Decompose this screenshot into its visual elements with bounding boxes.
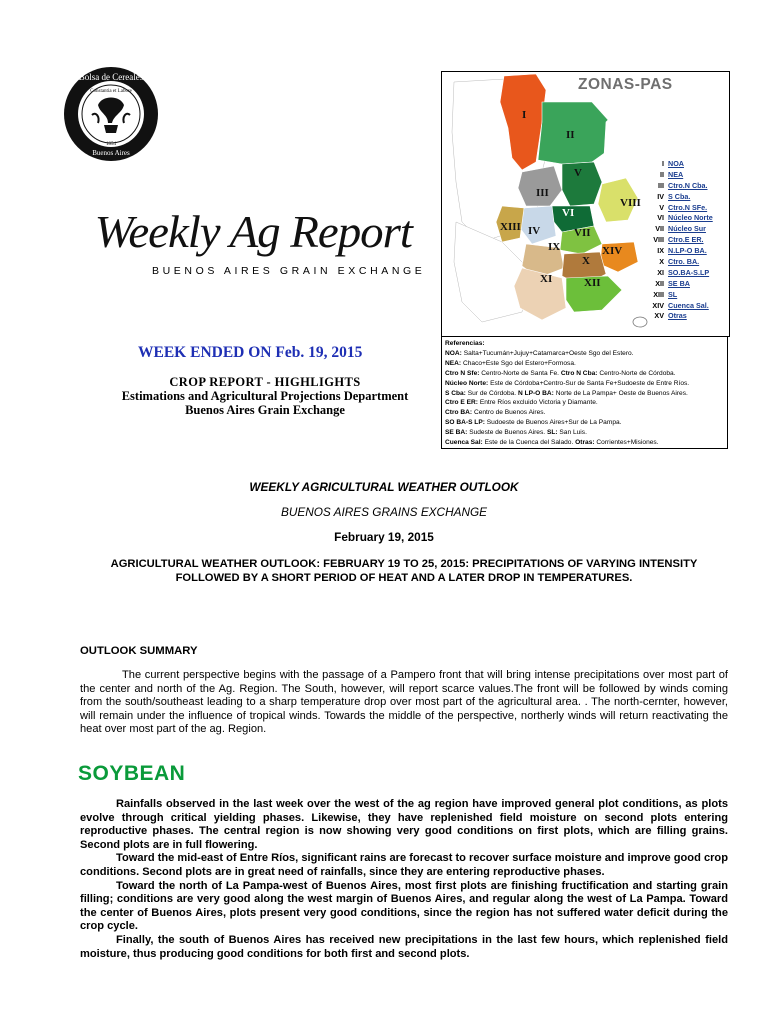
referencias-box xyxy=(441,336,728,449)
zone-legend-number: II xyxy=(660,169,664,179)
zone-legend-link[interactable]: S Cba. xyxy=(668,191,691,201)
zone-legend-item xyxy=(638,246,728,257)
referencias-heading: Referencias: xyxy=(445,340,485,347)
zone-legend-link[interactable]: Núcleo Sur xyxy=(668,224,706,234)
referencia-item xyxy=(445,359,727,369)
outlook-headline: AGRICULTURAL WEATHER OUTLOOK: FEBRUARY 19 TO 25, 2015: PRECIPITATIONS OF VARYING INTENSITY FOLLOWED BY A SHORT PERIOD OF HEAT AND A LATER DROP IN TEMPERATURES. xyxy=(110,558,698,584)
zone-IV-label: IV xyxy=(528,225,541,237)
zone-legend-link[interactable]: Ctro.N SFe. xyxy=(668,202,708,212)
crop-report-line2: Estimations and Agricultural Projections Department xyxy=(121,389,409,403)
zone-XIV-label: XIV xyxy=(602,245,623,257)
logo-city: Buenos Aires xyxy=(92,149,130,157)
zone-legend-number: I xyxy=(662,159,664,168)
zone-legend-link[interactable]: Núcleo Norte xyxy=(668,213,713,223)
zone-legend-link[interactable]: Ctro.E ER. xyxy=(668,235,704,245)
referencia-key: Núcleo Norte: xyxy=(445,379,489,387)
zone-legend-item xyxy=(638,235,728,246)
referencia-item xyxy=(445,389,727,399)
referencia-key: Otras: xyxy=(575,439,595,447)
referencia-value: San Luis. xyxy=(559,429,587,437)
zone-legend-item xyxy=(638,257,728,268)
referencia-value: Este de Córdoba+Centro-Sur de Santa Fe+Sudoeste de Entre Ríos. xyxy=(490,379,690,387)
referencia-value: Centro de Buenos Aires. xyxy=(473,409,546,417)
referencia-key: N LP-O BA: xyxy=(517,389,554,397)
referencia-key: NEA: xyxy=(445,359,462,367)
referencia-key: Ctro E ER: xyxy=(445,399,478,407)
referencias-list xyxy=(445,349,727,448)
zone-legend xyxy=(638,159,728,322)
crop-report-block xyxy=(80,375,450,417)
referencia-value: Norte de La Pampa+ Oeste de Buenos Aires. xyxy=(555,389,688,397)
zone-legend-item xyxy=(638,181,728,192)
referencia-item xyxy=(445,438,727,448)
zone-legend-number: IV xyxy=(657,191,664,201)
referencia-item xyxy=(445,379,727,389)
bolsa-de-cereales-logo xyxy=(62,65,160,163)
zone-legend-item xyxy=(638,170,728,181)
referencia-item xyxy=(445,418,727,428)
summary-title: OUTLOOK SUMMARY xyxy=(80,645,198,657)
zone-XI-label: XI xyxy=(540,273,553,285)
zone-legend-link[interactable]: SE BA xyxy=(668,278,690,288)
zone-V-area xyxy=(562,162,602,206)
zone-legend-item xyxy=(638,290,728,301)
report-title: Weekly Ag Report xyxy=(94,206,412,257)
soybean-paragraph: Finally, the south of Buenos Aires has received new precipitations in the last few hours, which replenished field moisture, thus producing good conditions for both first and second plots. xyxy=(80,933,728,960)
logo-motto: Constantia et Labore xyxy=(90,89,132,94)
zone-legend-link[interactable]: SO.BA-S.LP xyxy=(668,267,710,277)
soybean-title: SOYBEAN xyxy=(78,762,186,785)
referencia-key: S Cba: xyxy=(445,389,466,397)
zone-legend-number: XV xyxy=(654,311,664,321)
zone-legend-item xyxy=(638,279,728,290)
week-ended: WEEK ENDED ON Feb. 19, 2015 xyxy=(138,344,363,361)
soybean-paragraph: Rainfalls observed in the last week over the west of the ag region have improved general plot conditions, as plots evolve through critical yielding phases. Likewise, they have replenished field moisture on second plots entering reproductive phases. The central region is now showing very good conditions on first plots, which are filling grains. Second plots are in full flowering. xyxy=(80,798,728,851)
zone-legend-link[interactable]: Ctro. BA. xyxy=(668,257,700,267)
zone-VI-label: VI xyxy=(562,207,575,219)
referencia-item xyxy=(445,408,727,418)
map-title: ZONAS-PAS xyxy=(578,76,673,93)
zone-III-label: III xyxy=(536,187,549,199)
zone-legend-item xyxy=(638,301,728,312)
report-subtitle: BUENOS AIRES GRAIN EXCHANGE xyxy=(152,265,426,277)
zone-legend-item xyxy=(638,224,728,235)
referencia-item xyxy=(445,398,727,408)
crop-report-line3: Buenos Aires Grain Exchange xyxy=(185,403,345,417)
soybean-text xyxy=(80,798,728,961)
zone-III-area xyxy=(518,166,562,206)
referencia-value: Sudeste de Buenos Aires. xyxy=(469,429,546,437)
zone-II-label: II xyxy=(566,129,575,141)
referencia-key: NOA: xyxy=(445,349,462,357)
referencia-value: Sudoeste de Buenos Aires+Sur de La Pampa. xyxy=(486,419,622,427)
zone-legend-number: VIII xyxy=(653,235,664,245)
zone-legend-number: V xyxy=(659,202,664,212)
zone-legend-link[interactable]: N.LP-O BA. xyxy=(668,246,707,256)
referencia-key: Ctro N Sfe: xyxy=(445,369,480,377)
soybean-paragraph: Toward the mid-east of Entre Ríos, significant rains are forecast to recover surface moisture and improve good crop conditions. Second plots are in great need of rainfalls, since they are entering reproductive phases. xyxy=(80,852,728,878)
crop-report-line1: CROP REPORT - HIGHLIGHTS xyxy=(169,375,361,389)
zone-legend-item xyxy=(638,213,728,224)
zone-XIII-label: XIII xyxy=(500,221,521,233)
outlook-title: WEEKLY AGRICULTURAL WEATHER OUTLOOK xyxy=(249,480,519,494)
zone-legend-item xyxy=(638,192,728,203)
logo-name: Bolsa de Cereales xyxy=(78,72,144,82)
referencia-key: Ctro N Cba: xyxy=(560,369,598,377)
zone-legend-number: XII xyxy=(655,278,664,288)
referencia-item xyxy=(445,428,727,438)
referencia-value: Este de la Cuenca del Salado. xyxy=(484,439,574,447)
soybean-paragraph: Toward the north of La Pampa-west of Buenos Aires, most first plots are finishing fructification and starting grain filling; conditions are very good along the west margin of Buenos Aires, and regular along the west of La Pampa. Toward the center of Buenos Aires, plots present very good conditions, since the region has not suffered water deficit during the crop cycle. xyxy=(80,879,728,933)
zone-legend-link[interactable]: Ctro.N Cba. xyxy=(668,180,708,190)
summary-text: The current perspective begins with the passage of a Pampero front that will bring intense precipitations over most part of the center and north of the Ag. Region. The South, however, will report scarce values.The front will be followed by winds coming from the south/southeast leading to a sharp temperature drop over most part of the agricultural area. . The north-cernter, however, will remain under the influence of tropical winds. Towards the middle of the perspective, northerly winds will return reactivating the heat over most part of the ag. Region. xyxy=(80,669,728,735)
outlook-date: February 19, 2015 xyxy=(334,530,434,544)
zone-legend-link[interactable]: Cuenca Sal. xyxy=(668,300,709,310)
zones-map xyxy=(441,71,730,337)
referencia-item xyxy=(445,369,727,379)
referencia-key: SL: xyxy=(546,429,558,437)
referencia-key: Cuenca Sal: xyxy=(445,439,483,447)
zone-legend-item xyxy=(638,268,728,279)
logo-year: 1854 xyxy=(106,142,116,147)
referencia-value: Sur de Córdoba. xyxy=(467,389,517,397)
referencia-value: Entre Ríos excluido Victoria y Diamante. xyxy=(479,399,598,407)
zone-VII-label: VII xyxy=(574,227,591,239)
zone-legend-item xyxy=(638,203,728,214)
referencia-key: SE BA: xyxy=(445,429,468,437)
zone-X-label: X xyxy=(582,255,590,267)
zone-XII-label: XII xyxy=(584,277,601,289)
referencia-value: Centro-Norte de Santa Fe. xyxy=(481,369,559,377)
referencia-value: Corrientes+Misiones. xyxy=(596,439,659,447)
zone-IX-label: IX xyxy=(548,241,561,253)
zone-legend-number: VI xyxy=(657,213,664,223)
referencia-value: Salta+Tucumán+Jujuy+Catamarca+Oeste Sgo del Estero. xyxy=(463,349,634,357)
zone-legend-item xyxy=(638,311,728,322)
referencia-value: Chaco+Este Sgo del Estero+Formosa. xyxy=(462,359,576,367)
outlook-exchange: BUENOS AIRES GRAINS EXCHANGE xyxy=(280,505,488,519)
zone-legend-number: VII xyxy=(655,224,664,234)
zone-legend-number: XI xyxy=(657,267,664,277)
referencia-value: Centro-Norte de Córdoba. xyxy=(599,369,676,377)
zone-VIII-label: VIII xyxy=(620,197,641,209)
zone-legend-number: XIV xyxy=(652,300,664,310)
referencia-item xyxy=(445,349,727,359)
zone-legend-item xyxy=(638,159,728,170)
zone-legend-link[interactable]: SL xyxy=(668,289,678,299)
zone-legend-link[interactable]: NEA xyxy=(668,169,684,179)
zone-V-label: V xyxy=(574,167,582,179)
zone-legend-link[interactable]: NOA xyxy=(668,159,684,168)
referencia-key: SO BA-S LP: xyxy=(445,419,485,427)
referencia-key: Ctro BA: xyxy=(445,409,473,417)
zone-legend-number: X xyxy=(659,257,664,267)
zone-I-label: I xyxy=(522,109,527,121)
zone-legend-link[interactable]: Otras xyxy=(668,311,687,321)
zone-legend-number: III xyxy=(658,180,664,190)
zone-legend-number: XIII xyxy=(653,289,664,299)
zone-legend-number: IX xyxy=(657,246,664,256)
